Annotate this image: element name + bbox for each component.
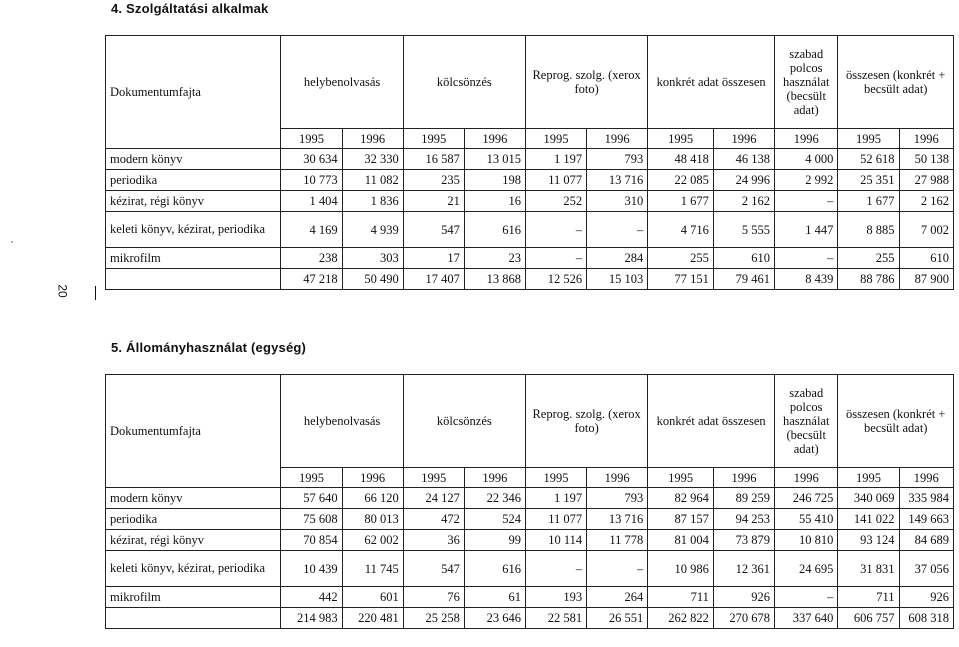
table-body (106, 149, 954, 290)
value-cell: 31 831 (838, 551, 899, 587)
year-cell: 1995 (403, 468, 464, 488)
year-cell: 1995 (525, 468, 586, 488)
year-cell: 1995 (648, 129, 714, 149)
table-row (106, 149, 954, 170)
header-row (106, 36, 954, 129)
value-cell: – (775, 587, 838, 608)
value-cell: 80 013 (342, 509, 403, 530)
row-label: periodika (106, 170, 281, 191)
row-label: keleti könyv, kézirat, periodika (106, 212, 281, 248)
value-cell: 11 778 (587, 530, 648, 551)
col-header-total: összesen (konkrét + becsült adat) (838, 36, 954, 129)
col-header-concrete: konkrét adat összesen (648, 375, 775, 468)
value-cell: 252 (525, 191, 586, 212)
year-cell: 1995 (648, 468, 714, 488)
value-cell: 36 (403, 530, 464, 551)
value-cell: 10 114 (525, 530, 586, 551)
value-cell: 52 618 (838, 149, 899, 170)
value-cell: 82 964 (648, 488, 714, 509)
value-cell: – (587, 212, 648, 248)
value-cell: 1 677 (838, 191, 899, 212)
value-cell: 62 002 (342, 530, 403, 551)
value-cell: 93 124 (838, 530, 899, 551)
year-cell: 1996 (587, 468, 648, 488)
value-cell: 13 716 (587, 170, 648, 191)
row-label: kézirat, régi könyv (106, 191, 281, 212)
value-cell: 793 (587, 149, 648, 170)
value-cell: 711 (838, 587, 899, 608)
year-cell: 1996 (899, 129, 953, 149)
section-title: 5. Állományhasználat (egység) (111, 340, 307, 355)
value-cell: 17 407 (403, 269, 464, 290)
value-cell: 87 157 (648, 509, 714, 530)
table-row (106, 530, 954, 551)
value-cell: 141 022 (838, 509, 899, 530)
col-header-reprog: Reprog. szolg. (xerox foto) (525, 36, 647, 129)
value-cell: 55 410 (775, 509, 838, 530)
value-cell: 89 259 (713, 488, 774, 509)
value-cell: 22 346 (464, 488, 525, 509)
table-row (106, 212, 954, 248)
value-cell: 12 526 (525, 269, 586, 290)
value-cell: 4 000 (775, 149, 838, 170)
value-cell: 84 689 (899, 530, 953, 551)
col-header-freeshelf: szabad polcos használat (becsült adat) (775, 375, 838, 468)
value-cell: 48 418 (648, 149, 714, 170)
value-cell: 25 258 (403, 608, 464, 629)
year-cell: 1995 (838, 129, 899, 149)
value-cell: – (775, 191, 838, 212)
year-cell: 1996 (342, 468, 403, 488)
value-cell: 27 988 (899, 170, 953, 191)
value-cell: 547 (403, 551, 464, 587)
value-cell: 30 634 (281, 149, 342, 170)
value-cell: 616 (464, 551, 525, 587)
header-row (106, 375, 954, 468)
value-cell: 926 (899, 587, 953, 608)
value-cell: 46 138 (713, 149, 774, 170)
value-cell: 10 810 (775, 530, 838, 551)
value-cell: 601 (342, 587, 403, 608)
value-cell: 11 745 (342, 551, 403, 587)
value-cell: 284 (587, 248, 648, 269)
value-cell: 524 (464, 509, 525, 530)
speck (11, 241, 13, 243)
col-header-reading: helybenolvasás (281, 375, 403, 468)
value-cell: 1 447 (775, 212, 838, 248)
value-cell: 87 900 (899, 269, 953, 290)
table-row (106, 587, 954, 608)
year-cell: 1996 (713, 129, 774, 149)
table-row (106, 509, 954, 530)
value-cell: 303 (342, 248, 403, 269)
value-cell: – (525, 248, 586, 269)
value-cell: 4 939 (342, 212, 403, 248)
table-body (106, 488, 954, 629)
year-cell: 1996 (464, 468, 525, 488)
value-cell: 24 695 (775, 551, 838, 587)
total-row (106, 269, 954, 290)
value-cell: 57 640 (281, 488, 342, 509)
col-header-concrete: konkrét adat összesen (648, 36, 775, 129)
value-cell: 88 786 (838, 269, 899, 290)
value-cell: 21 (403, 191, 464, 212)
value-cell: 1 677 (648, 191, 714, 212)
total-row (106, 608, 954, 629)
col-header-doctype: Dokumentumfajta (106, 375, 281, 488)
col-header-freeshelf: szabad polcos használat (becsült adat) (775, 36, 838, 129)
value-cell: 11 082 (342, 170, 403, 191)
row-label: mikrofilm (106, 248, 281, 269)
value-cell: 472 (403, 509, 464, 530)
row-label: modern könyv (106, 149, 281, 170)
value-cell: 220 481 (342, 608, 403, 629)
value-cell: 11 077 (525, 509, 586, 530)
value-cell: 149 663 (899, 509, 953, 530)
value-cell: 1 404 (281, 191, 342, 212)
value-cell: 50 490 (342, 269, 403, 290)
value-cell: 1 197 (525, 149, 586, 170)
value-cell: 8 885 (838, 212, 899, 248)
value-cell: 76 (403, 587, 464, 608)
value-cell: 4 169 (281, 212, 342, 248)
year-cell: 1995 (281, 468, 342, 488)
value-cell: 77 151 (648, 269, 714, 290)
value-cell: 47 218 (281, 269, 342, 290)
value-cell: 24 127 (403, 488, 464, 509)
value-cell: 16 587 (403, 149, 464, 170)
col-header-lending: kölcsönzés (403, 36, 525, 129)
value-cell: 8 439 (775, 269, 838, 290)
value-cell: – (587, 551, 648, 587)
year-cell: 1995 (838, 468, 899, 488)
value-cell: 4 716 (648, 212, 714, 248)
stock-usage-table (105, 374, 954, 629)
row-label: mikrofilm (106, 587, 281, 608)
value-cell: 255 (648, 248, 714, 269)
margin-rule (95, 286, 96, 300)
row-label: periodika (106, 509, 281, 530)
year-cell: 1996 (899, 468, 953, 488)
value-cell: 608 318 (899, 608, 953, 629)
value-cell: 7 002 (899, 212, 953, 248)
value-cell: 32 330 (342, 149, 403, 170)
row-label (106, 608, 281, 629)
year-cell: 1996 (775, 129, 838, 149)
value-cell: – (525, 551, 586, 587)
value-cell: 22 085 (648, 170, 714, 191)
value-cell: 13 015 (464, 149, 525, 170)
value-cell: 235 (403, 170, 464, 191)
year-cell: 1996 (775, 468, 838, 488)
value-cell: 10 773 (281, 170, 342, 191)
value-cell: 238 (281, 248, 342, 269)
value-cell: 75 608 (281, 509, 342, 530)
value-cell: 5 555 (713, 212, 774, 248)
value-cell: 547 (403, 212, 464, 248)
value-cell: 255 (838, 248, 899, 269)
value-cell: 337 640 (775, 608, 838, 629)
value-cell: 2 162 (713, 191, 774, 212)
value-cell: 926 (713, 587, 774, 608)
value-cell: 81 004 (648, 530, 714, 551)
row-label: modern könyv (106, 488, 281, 509)
year-cell: 1995 (403, 129, 464, 149)
value-cell: 610 (899, 248, 953, 269)
year-cell: 1996 (464, 129, 525, 149)
value-cell: 246 725 (775, 488, 838, 509)
col-header-total: összesen (konkrét + becsült adat) (838, 375, 954, 468)
value-cell: 70 854 (281, 530, 342, 551)
row-label: keleti könyv, kézirat, periodika (106, 551, 281, 587)
value-cell: 50 138 (899, 149, 953, 170)
value-cell: 2 992 (775, 170, 838, 191)
value-cell: 66 120 (342, 488, 403, 509)
value-cell: 73 879 (713, 530, 774, 551)
year-cell: 1996 (713, 468, 774, 488)
value-cell: – (775, 248, 838, 269)
value-cell: 340 069 (838, 488, 899, 509)
value-cell: 26 551 (587, 608, 648, 629)
value-cell: 1 197 (525, 488, 586, 509)
year-cell: 1995 (281, 129, 342, 149)
value-cell: 198 (464, 170, 525, 191)
value-cell: 13 868 (464, 269, 525, 290)
value-cell: – (525, 212, 586, 248)
value-cell: 310 (587, 191, 648, 212)
value-cell: 1 836 (342, 191, 403, 212)
value-cell: 15 103 (587, 269, 648, 290)
value-cell: 37 056 (899, 551, 953, 587)
col-header-reprog: Reprog. szolg. (xerox foto) (525, 375, 647, 468)
value-cell: 17 (403, 248, 464, 269)
value-cell: 10 986 (648, 551, 714, 587)
value-cell: 442 (281, 587, 342, 608)
col-header-doctype: Dokumentumfajta (106, 36, 281, 149)
table-row (106, 170, 954, 191)
row-label: kézirat, régi könyv (106, 530, 281, 551)
value-cell: 793 (587, 488, 648, 509)
service-occasions-table (105, 35, 954, 290)
value-cell: 12 361 (713, 551, 774, 587)
col-header-lending: kölcsönzés (403, 375, 525, 468)
value-cell: 610 (713, 248, 774, 269)
table-row (106, 488, 954, 509)
value-cell: 22 581 (525, 608, 586, 629)
row-label (106, 269, 281, 290)
value-cell: 335 984 (899, 488, 953, 509)
value-cell: 10 439 (281, 551, 342, 587)
page-number: 20 (55, 284, 70, 298)
value-cell: 13 716 (587, 509, 648, 530)
value-cell: 214 983 (281, 608, 342, 629)
year-cell: 1996 (342, 129, 403, 149)
value-cell: 270 678 (713, 608, 774, 629)
value-cell: 61 (464, 587, 525, 608)
value-cell: 79 461 (713, 269, 774, 290)
value-cell: 23 646 (464, 608, 525, 629)
value-cell: 94 253 (713, 509, 774, 530)
value-cell: 11 077 (525, 170, 586, 191)
value-cell: 2 162 (899, 191, 953, 212)
section-title: 4. Szolgáltatási alkalmak (111, 1, 269, 16)
year-cell: 1995 (525, 129, 586, 149)
value-cell: 193 (525, 587, 586, 608)
table-row (106, 248, 954, 269)
value-cell: 711 (648, 587, 714, 608)
col-header-reading: helybenolvasás (281, 36, 403, 129)
value-cell: 606 757 (838, 608, 899, 629)
table-row (106, 191, 954, 212)
table-row (106, 551, 954, 587)
value-cell: 16 (464, 191, 525, 212)
value-cell: 616 (464, 212, 525, 248)
value-cell: 25 351 (838, 170, 899, 191)
value-cell: 264 (587, 587, 648, 608)
year-cell: 1996 (587, 129, 648, 149)
value-cell: 24 996 (713, 170, 774, 191)
value-cell: 23 (464, 248, 525, 269)
value-cell: 262 822 (648, 608, 714, 629)
value-cell: 99 (464, 530, 525, 551)
